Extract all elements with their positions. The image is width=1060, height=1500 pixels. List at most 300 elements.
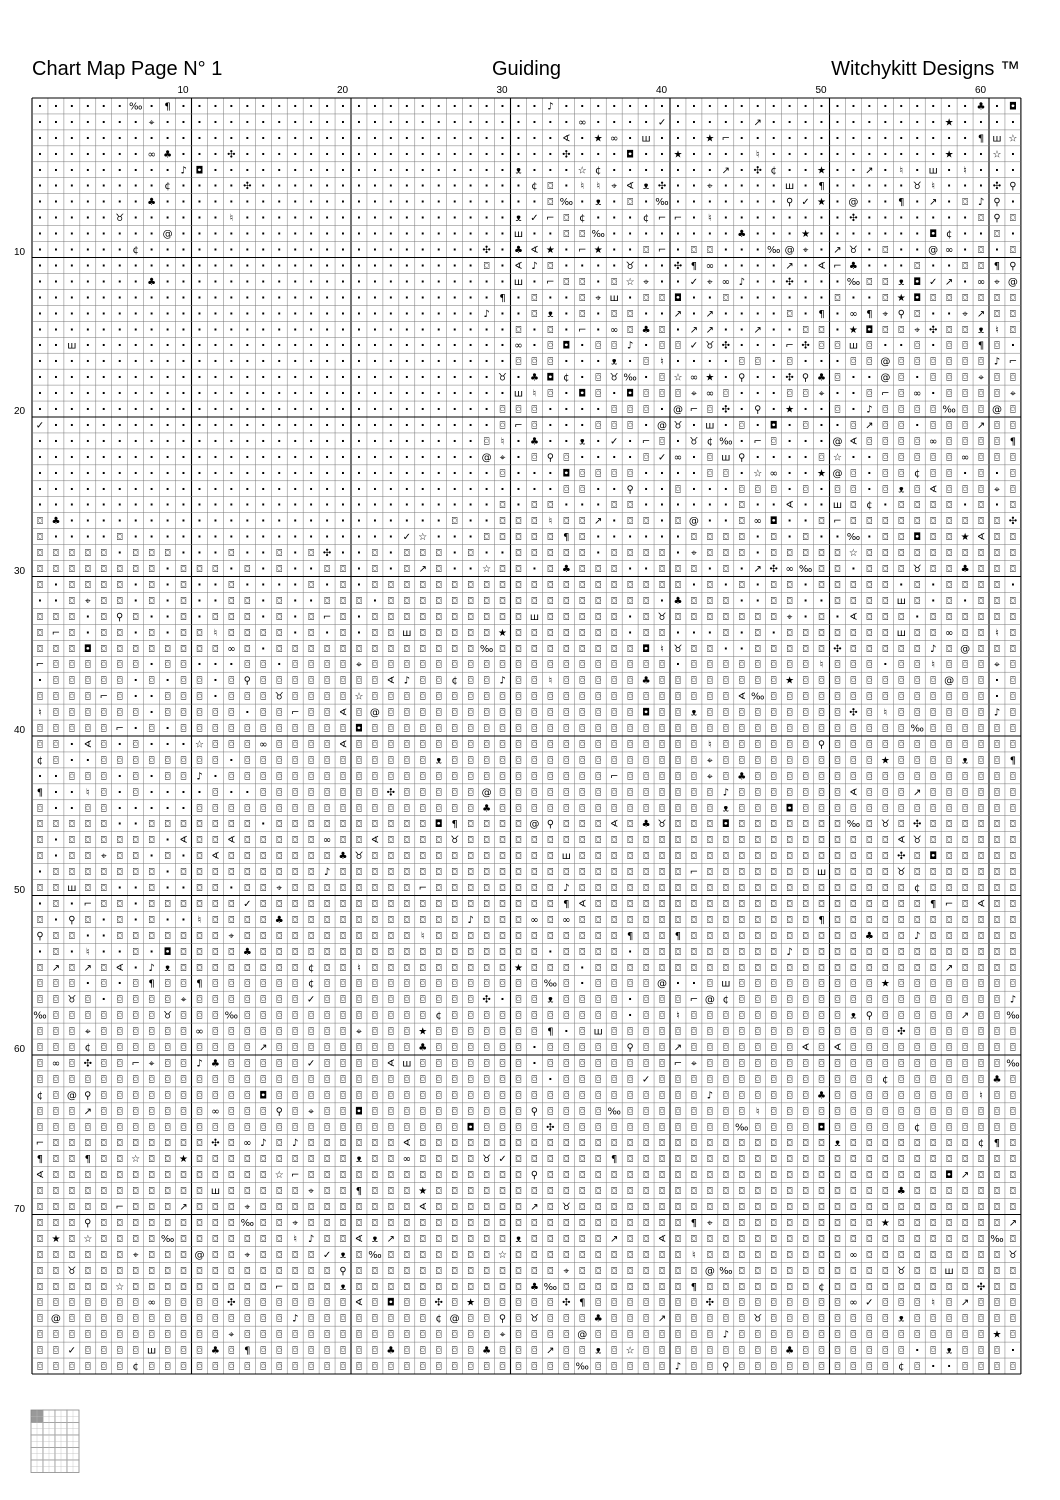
stitch-symbol: ⌼ <box>707 1330 713 1341</box>
stitch-symbol: ⌼ <box>356 1074 362 1085</box>
stitch-symbol: ⌼ <box>531 771 537 782</box>
stitch-symbol: ✣ <box>722 405 730 416</box>
stitch-symbol: ⌼ <box>133 867 139 878</box>
stitch-symbol: · <box>181 482 185 495</box>
stitch-symbol: ◘ <box>722 819 730 830</box>
stitch-symbol: ⌼ <box>388 1282 394 1293</box>
stitch-symbol: ★ <box>817 165 826 176</box>
stitch-symbol: ⌼ <box>388 1186 394 1197</box>
stitch-symbol: ⌼ <box>850 1043 856 1054</box>
stitch-symbol: · <box>229 99 233 112</box>
stitch-symbol: ⌼ <box>930 867 936 878</box>
stitch-symbol: ⌼ <box>914 915 920 926</box>
stitch-symbol: · <box>564 403 568 416</box>
stitch-symbol: ⌼ <box>611 1298 617 1309</box>
stitch-symbol: ⌼ <box>101 1282 107 1293</box>
stitch-symbol: ⌼ <box>691 1298 697 1309</box>
stitch-symbol: ♉ <box>163 1011 172 1022</box>
stitch-symbol: · <box>899 578 903 591</box>
stitch-symbol: ⌼ <box>324 1058 330 1069</box>
stitch-symbol: · <box>245 418 249 431</box>
stitch-symbol: · <box>421 450 425 463</box>
stitch-symbol: ⌼ <box>771 1058 777 1069</box>
stitch-symbol: ⌼ <box>675 484 681 495</box>
stitch-symbol: ⌼ <box>595 739 601 750</box>
stitch-symbol: · <box>293 466 297 479</box>
stitch-symbol: · <box>261 642 265 655</box>
stitch-symbol: ¶ <box>675 931 681 942</box>
stitch-symbol: ⌼ <box>739 995 745 1006</box>
stitch-symbol: ⌼ <box>484 660 490 671</box>
stitch-symbol: ⌼ <box>484 261 490 272</box>
stitch-symbol: ⌼ <box>978 1186 984 1197</box>
stitch-symbol: ⌼ <box>898 1138 904 1149</box>
stitch-symbol: ⌼ <box>388 867 394 878</box>
stitch-symbol: ⌼ <box>1010 851 1016 862</box>
stitch-symbol: ⌼ <box>739 1154 745 1165</box>
stitch-symbol: ⌼ <box>978 931 984 942</box>
stitch-symbol: ⌼ <box>850 1027 856 1038</box>
stitch-symbol: ⌼ <box>595 787 601 798</box>
stitch-symbol: ⌼ <box>962 1266 968 1277</box>
stitch-symbol: · <box>389 498 393 511</box>
stitch-symbol: ⌼ <box>611 1027 617 1038</box>
stitch-symbol: ⌼ <box>675 1122 681 1133</box>
stitch-symbol: · <box>325 450 329 463</box>
stitch-symbol: ⌼ <box>834 995 840 1006</box>
stitch-symbol: ⌼ <box>53 899 59 910</box>
stitch-symbol: ⌼ <box>181 899 187 910</box>
stitch-symbol: ⌼ <box>755 851 761 862</box>
stitch-symbol: ⌼ <box>324 1330 330 1341</box>
stitch-symbol: ᴥ <box>515 1234 521 1245</box>
stitch-symbol: · <box>150 418 154 431</box>
stitch-symbol: ⌼ <box>388 724 394 735</box>
stitch-symbol: · <box>596 211 600 224</box>
stitch-symbol: ⌼ <box>69 835 75 846</box>
stitch-symbol: ⌖ <box>978 373 984 384</box>
stitch-symbol: ♪ <box>467 915 473 926</box>
stitch-symbol: ⌼ <box>787 1170 793 1181</box>
stitch-symbol: ⌼ <box>69 724 75 735</box>
stitch-symbol: ⌼ <box>276 1043 282 1054</box>
stitch-symbol: ♮ <box>884 708 888 719</box>
stitch-symbol: ⌼ <box>500 915 506 926</box>
stitch-symbol: ⌼ <box>292 739 298 750</box>
stitch-symbol: ⌼ <box>228 819 234 830</box>
stitch-symbol: · <box>756 243 760 256</box>
stitch-symbol: ♉ <box>562 1202 571 1213</box>
stitch-symbol: · <box>373 99 377 112</box>
stitch-symbol: · <box>740 339 744 352</box>
stitch-symbol: · <box>500 195 504 208</box>
stitch-symbol: ⌼ <box>308 883 314 894</box>
stitch-symbol: · <box>819 498 823 511</box>
stitch-symbol: ⌼ <box>149 580 155 591</box>
stitch-symbol: · <box>421 323 425 336</box>
stitch-symbol: · <box>86 291 90 304</box>
stitch-symbol: · <box>596 147 600 160</box>
stitch-symbol: ⌼ <box>675 899 681 910</box>
stitch-symbol: ⌼ <box>340 803 346 814</box>
stitch-symbol: ⌼ <box>643 1314 649 1325</box>
stitch-symbol: · <box>277 482 281 495</box>
stitch-symbol: ⌼ <box>149 1154 155 1165</box>
stitch-symbol: ᴥ <box>372 1234 378 1245</box>
stitch-symbol: · <box>692 211 696 224</box>
stitch-symbol: ⌼ <box>452 628 458 639</box>
stitch-symbol: ⌼ <box>101 1106 107 1117</box>
stitch-symbol: ⌼ <box>866 660 872 671</box>
stitch-symbol: ⌼ <box>388 1090 394 1101</box>
stitch-symbol: ⌼ <box>627 1090 633 1101</box>
stitch-symbol: · <box>612 259 616 272</box>
stitch-symbol: ⌼ <box>420 1346 426 1357</box>
stitch-symbol: ⌼ <box>101 1043 107 1054</box>
stitch-symbol: ⌼ <box>834 1170 840 1181</box>
stitch-symbol: ♉ <box>689 436 698 447</box>
stitch-symbol: ⌼ <box>866 1266 872 1277</box>
stitch-symbol: ⌼ <box>659 1011 665 1022</box>
stitch-symbol: · <box>660 594 664 607</box>
stitch-symbol: ⌼ <box>755 1122 761 1133</box>
stitch-symbol: ⌼ <box>755 1202 761 1213</box>
stitch-symbol: · <box>788 227 792 240</box>
stitch-symbol: ♮ <box>979 1090 983 1101</box>
stitch-symbol: ⌼ <box>547 1058 553 1069</box>
row-number: 10 <box>14 248 25 258</box>
stitch-symbol: · <box>803 355 807 368</box>
stitch-symbol: · <box>963 227 967 240</box>
stitch-symbol: ⌼ <box>260 835 266 846</box>
stitch-symbol: ⌼ <box>340 787 346 798</box>
stitch-symbol: · <box>437 498 441 511</box>
stitch-symbol: @ <box>51 1314 61 1325</box>
stitch-symbol: ⌼ <box>707 1314 713 1325</box>
stitch-symbol: ✓ <box>658 452 666 463</box>
stitch-symbol: ¶ <box>691 1282 697 1293</box>
stitch-symbol: ⌼ <box>866 277 872 288</box>
stitch-symbol: ᴥ <box>850 1011 856 1022</box>
stitch-symbol: ⌼ <box>212 708 218 719</box>
stitch-symbol: ⌼ <box>946 293 952 304</box>
stitch-symbol: · <box>835 115 839 128</box>
stitch-symbol: ⌼ <box>819 1043 825 1054</box>
stitch-symbol: ⌼ <box>276 1058 282 1069</box>
stitch-symbol: ⌼ <box>212 883 218 894</box>
stitch-symbol: · <box>437 403 441 416</box>
stitch-symbol: ⌼ <box>228 1202 234 1213</box>
stitch-symbol: ⌼ <box>850 803 856 814</box>
stitch-symbol: ⚲ <box>818 739 825 750</box>
stitch-symbol: ⌼ <box>531 628 537 639</box>
stitch-symbol: · <box>341 147 345 160</box>
stitch-symbol: · <box>38 259 42 272</box>
stitch-symbol: ♉ <box>849 245 858 256</box>
stitch-symbol: ⌼ <box>803 1011 809 1022</box>
stitch-symbol: ✣ <box>897 1027 905 1038</box>
stitch-symbol: · <box>261 450 265 463</box>
stitch-symbol: · <box>500 227 504 240</box>
stitch-symbol: · <box>150 706 154 719</box>
stitch-symbol: ⌼ <box>643 1043 649 1054</box>
stitch-symbol: ✓ <box>658 117 666 128</box>
stitch-symbol: @ <box>832 436 842 447</box>
stitch-symbol: ⌼ <box>308 1138 314 1149</box>
stitch-symbol: ⌼ <box>834 405 840 416</box>
stitch-symbol: ⌼ <box>850 755 856 766</box>
stitch-symbol: ⌼ <box>707 851 713 862</box>
stitch-symbol: ⌼ <box>340 995 346 1006</box>
stitch-symbol: ⌼ <box>595 660 601 671</box>
stitch-symbol: ⌼ <box>659 1186 665 1197</box>
stitch-symbol: · <box>325 275 329 288</box>
stitch-symbol: · <box>357 131 361 144</box>
stitch-symbol: ⌼ <box>707 660 713 671</box>
stitch-symbol: · <box>150 450 154 463</box>
stitch-symbol: ⌼ <box>866 899 872 910</box>
stitch-symbol: · <box>596 99 600 112</box>
stitch-symbol: · <box>979 227 983 240</box>
stitch-symbol: @ <box>848 197 858 208</box>
stitch-symbol: ⌼ <box>707 612 713 623</box>
stitch-symbol: ⌼ <box>515 1202 521 1213</box>
stitch-symbol: ◘ <box>546 373 554 384</box>
stitch-symbol: · <box>692 163 696 176</box>
stitch-symbol: ⌼ <box>133 739 139 750</box>
stitch-symbol: ⌼ <box>547 755 553 766</box>
stitch-symbol: ↗ <box>754 117 762 128</box>
stitch-symbol: ⚲ <box>738 452 745 463</box>
stitch-symbol: ⌼ <box>675 692 681 703</box>
stitch-symbol: ⌼ <box>563 1122 569 1133</box>
stitch-symbol: ⌼ <box>388 1170 394 1181</box>
stitch-symbol: ⌼ <box>436 1266 442 1277</box>
stitch-symbol: · <box>213 275 217 288</box>
stitch-symbol: ⌼ <box>627 787 633 798</box>
stitch-symbol: ⌼ <box>834 1090 840 1101</box>
stitch-symbol: ⌼ <box>946 1011 952 1022</box>
stitch-symbol: ⌼ <box>707 899 713 910</box>
stitch-symbol: ⌼ <box>484 1186 490 1197</box>
stitch-symbol: ⌖ <box>292 1218 298 1229</box>
stitch-symbol: · <box>803 99 807 112</box>
stitch-symbol: ⌼ <box>611 1202 617 1213</box>
stitch-symbol: ∢ <box>977 532 985 543</box>
stitch-symbol: · <box>357 179 361 192</box>
stitch-symbol: · <box>484 179 488 192</box>
stitch-symbol: · <box>772 211 776 224</box>
stitch-symbol: · <box>309 562 313 575</box>
stitch-symbol: · <box>532 562 536 575</box>
stitch-symbol: ⌼ <box>515 1362 521 1373</box>
stitch-symbol: · <box>341 99 345 112</box>
stitch-symbol: · <box>293 450 297 463</box>
stitch-symbol: ⌼ <box>212 1218 218 1229</box>
stitch-symbol: ⌐ <box>658 213 666 224</box>
stitch-symbol: ⌼ <box>404 1362 410 1373</box>
stitch-symbol: ¢ <box>595 165 601 176</box>
stitch-symbol: · <box>213 355 217 368</box>
stitch-symbol: ⌐ <box>754 436 762 447</box>
stitch-symbol: ⌼ <box>388 1106 394 1117</box>
stitch-symbol: ш <box>833 500 842 511</box>
stitch-symbol: · <box>756 291 760 304</box>
stitch-symbol: · <box>277 371 281 384</box>
stitch-symbol: · <box>788 514 792 527</box>
stitch-symbol: ⌼ <box>436 899 442 910</box>
stitch-symbol: ★ <box>673 149 682 160</box>
stitch-symbol: ⌼ <box>834 724 840 735</box>
stitch-symbol: ⌼ <box>611 915 617 926</box>
stitch-symbol: ⌼ <box>611 500 617 511</box>
stitch-symbol: ⌼ <box>691 1314 697 1325</box>
stitch-symbol: ⌼ <box>675 676 681 687</box>
stitch-symbol: ★ <box>705 373 714 384</box>
stitch-symbol: ⌼ <box>978 293 984 304</box>
stitch-symbol: ⌼ <box>324 1027 330 1038</box>
stitch-symbol: · <box>245 99 249 112</box>
stitch-symbol: · <box>580 355 584 368</box>
stitch-symbol: ⌼ <box>803 819 809 830</box>
stitch-symbol: ⌼ <box>563 1362 569 1373</box>
stitch-symbol: ⌼ <box>643 357 649 368</box>
stitch-symbol: ⌼ <box>260 947 266 958</box>
stitch-symbol: ∞ <box>403 1154 411 1165</box>
stitch-symbol: · <box>469 147 473 160</box>
stitch-symbol: · <box>580 450 584 463</box>
stitch-symbol: ⌼ <box>803 1202 809 1213</box>
stitch-symbol: ⌼ <box>882 548 888 559</box>
stitch-symbol: ⌼ <box>372 660 378 671</box>
stitch-symbol: @ <box>785 245 795 256</box>
stitch-symbol: ⌼ <box>882 1170 888 1181</box>
stitch-symbol: ⌼ <box>420 1090 426 1101</box>
stitch-symbol: ⌼ <box>165 1346 171 1357</box>
stitch-symbol: · <box>692 99 696 112</box>
stitch-symbol: · <box>405 514 409 527</box>
stitch-symbol: ¶ <box>164 101 170 112</box>
stitch-symbol: ⌼ <box>1010 915 1016 926</box>
stitch-symbol: · <box>995 466 999 479</box>
stitch-symbol: · <box>150 163 154 176</box>
stitch-symbol: ⌖ <box>85 596 91 607</box>
stitch-symbol: · <box>86 339 90 352</box>
stitch-symbol: ⌼ <box>404 835 410 846</box>
stitch-symbol: ¶ <box>818 915 824 926</box>
stitch-symbol: ⌼ <box>101 596 107 607</box>
stitch-symbol: · <box>357 562 361 575</box>
stitch-symbol: ⌼ <box>500 835 506 846</box>
stitch-symbol: ⌼ <box>659 867 665 878</box>
stitch-symbol: ⌼ <box>563 580 569 591</box>
stitch-symbol: · <box>213 291 217 304</box>
stitch-symbol: · <box>325 179 329 192</box>
stitch-symbol: ⌼ <box>930 628 936 639</box>
stitch-symbol: ⌼ <box>484 1011 490 1022</box>
stitch-symbol: ⌼ <box>292 1266 298 1277</box>
stitch-symbol: ¶ <box>978 133 984 144</box>
stitch-symbol: ◘ <box>467 1122 475 1133</box>
stitch-symbol: ♮ <box>38 708 42 719</box>
stitch-symbol: ⌼ <box>260 899 266 910</box>
stitch-symbol: ⌼ <box>436 692 442 703</box>
stitch-symbol: · <box>118 785 122 798</box>
stitch-symbol: ⌼ <box>627 963 633 974</box>
stitch-symbol: ⌼ <box>898 373 904 384</box>
stitch-symbol: ⌼ <box>85 883 91 894</box>
stitch-symbol: ⌼ <box>595 755 601 766</box>
stitch-symbol: · <box>293 626 297 639</box>
stitch-symbol: ⌼ <box>85 1122 91 1133</box>
stitch-symbol: · <box>54 913 58 926</box>
stitch-symbol: ⌼ <box>787 755 793 766</box>
stitch-symbol: ⌼ <box>675 1090 681 1101</box>
stitch-symbol: ¶ <box>898 197 904 208</box>
stitch-symbol: · <box>596 115 600 128</box>
stitch-symbol: ⌼ <box>898 947 904 958</box>
stitch-symbol: · <box>851 371 855 384</box>
stitch-symbol: · <box>469 179 473 192</box>
stitch-symbol: ⌼ <box>260 1362 266 1373</box>
stitch-symbol: · <box>261 195 265 208</box>
stitch-symbol: · <box>676 977 680 990</box>
stitch-symbol: ¶ <box>37 1154 43 1165</box>
stitch-symbol: ш <box>992 133 1001 144</box>
stitch-symbol: ⌼ <box>133 979 139 990</box>
stitch-symbol: · <box>277 355 281 368</box>
stitch-symbol: ⌖ <box>691 389 697 400</box>
stitch-symbol: ⌼ <box>866 819 872 830</box>
stitch-symbol: ⌼ <box>356 803 362 814</box>
stitch-symbol: ⌼ <box>803 676 809 687</box>
stitch-symbol: · <box>357 243 361 256</box>
stitch-symbol: ⌖ <box>787 612 793 623</box>
stitch-symbol: ⌼ <box>452 1027 458 1038</box>
stitch-symbol: ⌼ <box>69 1027 75 1038</box>
stitch-symbol: ⌼ <box>388 915 394 926</box>
stitch-symbol: ⌼ <box>452 596 458 607</box>
stitch-symbol: ⌼ <box>244 739 250 750</box>
stitch-symbol: · <box>261 482 265 495</box>
stitch-symbol: · <box>102 275 106 288</box>
stitch-symbol: ⌼ <box>643 1058 649 1069</box>
stitch-symbol: ⌼ <box>292 1282 298 1293</box>
stitch-symbol: ⌼ <box>196 1138 202 1149</box>
stitch-symbol: ⌼ <box>882 1090 888 1101</box>
stitch-symbol: ᴥ <box>691 708 697 719</box>
stitch-symbol: · <box>421 163 425 176</box>
stitch-symbol: ⌼ <box>834 835 840 846</box>
stitch-symbol: · <box>213 578 217 591</box>
stitch-symbol: ⌼ <box>547 660 553 671</box>
stitch-symbol: ⌼ <box>739 755 745 766</box>
stitch-symbol: · <box>421 482 425 495</box>
stitch-symbol: ⌼ <box>531 357 537 368</box>
stitch-symbol: ⌼ <box>228 1058 234 1069</box>
stitch-symbol: ⌼ <box>930 1154 936 1165</box>
stitch-symbol: ♉ <box>610 373 619 384</box>
stitch-symbol: ¶ <box>627 931 633 942</box>
stitch-symbol: · <box>197 418 201 431</box>
stitch-symbol: ♮ <box>533 389 537 400</box>
stitch-symbol: ⌼ <box>212 835 218 846</box>
stitch-symbol: ⌼ <box>643 245 649 256</box>
stitch-symbol: ⌼ <box>962 819 968 830</box>
stitch-symbol: ✓ <box>307 1058 315 1069</box>
stitch-symbol: ⌼ <box>292 915 298 926</box>
stitch-symbol: ⌼ <box>340 867 346 878</box>
